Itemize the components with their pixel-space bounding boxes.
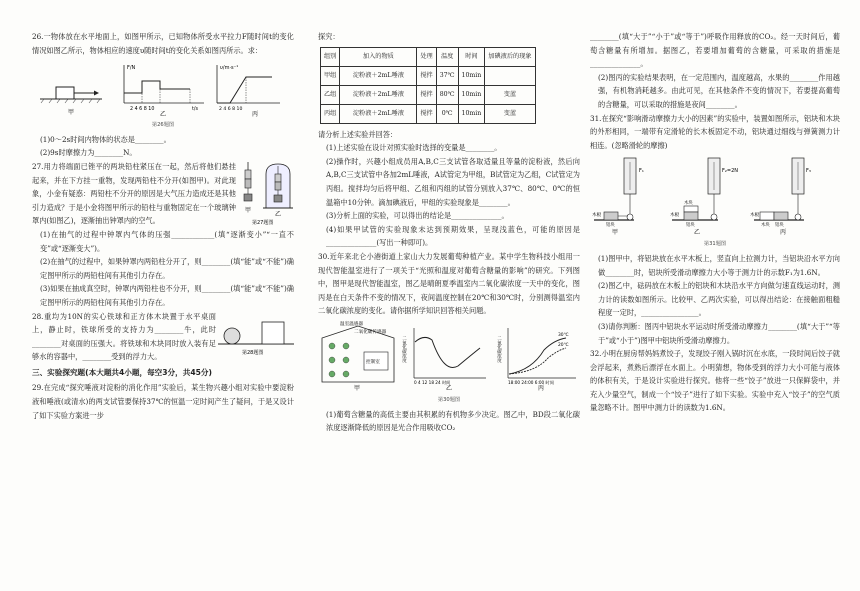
table-cell: 搅拌 xyxy=(417,66,436,85)
q29-stem: 29.在完成“探究唾液对淀粉的消化作用”实验后，某生物兴趣小组对实验中要淀粉液和唾液(或清水)的两支试管要保持37℃的恒温一定时间产生了疑问，于是又设计了如下实验方案进一步 xyxy=(32,383,294,420)
q26-fig-yi-ticks: 2 4 6 8 10 xyxy=(130,107,155,113)
q30-fig-jia-label: 甲 xyxy=(354,384,361,392)
q26-caption: 第26题图 xyxy=(151,122,175,129)
table-cell: 10min xyxy=(458,104,485,123)
q31-wood-yi: 木块 xyxy=(684,201,693,207)
q29-ask: 请分析上述实验并回答： xyxy=(318,129,398,139)
q30-fig-bing-label: 丙 xyxy=(538,384,545,392)
table-row xyxy=(321,104,536,123)
q26-figure xyxy=(32,59,282,117)
table-cell: 变蓝 xyxy=(485,104,535,123)
plant-icons xyxy=(329,343,349,377)
q31-wood-bing: 木块 xyxy=(761,223,770,229)
q31-fig-jia xyxy=(592,158,644,236)
q30-figure xyxy=(318,320,580,392)
q26-part2: (2)9s时摩擦力为________N。 xyxy=(40,148,137,158)
q26-part1: (1)0～2s时间内物体的状态是________。 xyxy=(40,134,171,144)
q27-part1: (1)在抽气的过程中钟罩内气体的压强____________(填“逐渐变小”“一直不变”或“逐渐变大”)。 xyxy=(40,229,294,253)
table-cell: 变蓝 xyxy=(485,85,535,104)
table-header: 温度 xyxy=(436,47,458,66)
q26-fig-bing-label: 丙 xyxy=(252,111,259,118)
q30-part2: (2)图丙的实验结果表明，在一定范围内，温度越高，水果的________作用越强，有机物消耗越多。由此可见，在其他条件不变的情况下，若要提高葡萄的含糖量，可以采取的措施是夜间________。 xyxy=(598,72,840,109)
q30-yi-axis: 二氧化碳浓度 xyxy=(401,335,407,363)
q31-f3: F₃ xyxy=(806,168,811,175)
q30-fig-bing xyxy=(497,328,577,392)
q31-al-jia: 铝块 xyxy=(606,223,615,229)
q26-fig-jia-label: 甲 xyxy=(68,109,75,117)
q26-fig-yi-taxis: t/s xyxy=(192,107,198,113)
q27-block xyxy=(32,160,294,228)
q29-part4: (4)如果甲试管的实验现象未达到预期效果，呈现浅蓝色，可能的原因是______________(写出一种即可)。 xyxy=(326,224,580,248)
q26-fig-bing xyxy=(217,65,280,117)
q31-figure xyxy=(590,154,840,236)
q31-board-yi: 木板 xyxy=(670,213,680,219)
q31-al-yi: 铝块 xyxy=(686,223,695,229)
q31-caption: 第31题图 xyxy=(703,241,727,248)
q31-fig-jia-label: 甲 xyxy=(612,229,619,237)
q31-fig-yi-label: 乙 xyxy=(694,229,701,237)
q30-cont1: ________(填“大于”“小于”或“等于”)呼吸作用释放的CO₂。经一天时间后，葡萄含糖量有所增加。据图乙，若要增加葡萄的含糖量，可采取的措施是______________。 xyxy=(590,32,840,69)
q26-stem: 26.一物体放在水平地面上，如图甲所示，已知物体所受水平拉力F随时间t的变化情况如图乙所示，物体相应的速度υ随时间t的变化关系如图丙所示。求： xyxy=(32,32,294,55)
q26-fig-yi-axis: F/N xyxy=(127,65,136,72)
table-header: 处理 xyxy=(417,47,436,66)
q30-sensor2: 二氧化碳传感器 xyxy=(354,329,387,335)
q30-t20: 20℃ xyxy=(558,342,569,348)
q29-part2: (2)操作时，兴趣小组成员用A,B,C三支试管各取适量且等量的淀粉液，然后向A,B,C三支试管中各加2mL唾液，A试管定为甲组，B试管定为乙组，C试管定为丙组。搅拌均匀后将甲组、乙组和丙组的试管分别放入37℃、80℃、0℃的恒温箱中10分钟。滴加碘液后，甲组的实验现象是________。 xyxy=(326,156,580,207)
table-cell xyxy=(485,66,535,85)
column-right xyxy=(590,30,840,415)
table-cell: 搅拌 xyxy=(417,104,436,123)
q27-fig-jia: 甲 xyxy=(245,206,252,214)
q31-f2: F₂=2N xyxy=(722,168,738,175)
table-cell: 搅拌 xyxy=(417,85,436,104)
q30-fig-yi-label: 乙 xyxy=(446,384,453,392)
q27-fig-yi: 乙 xyxy=(275,210,282,218)
q26-fig-bing-ticks: 2 4 6 8 10 xyxy=(219,107,243,113)
table-cell: 乙组 xyxy=(321,85,340,104)
q30-bing-ticks: 18:00 24:00 6:00 时间 xyxy=(508,379,554,385)
q26-fig-jia xyxy=(40,87,102,116)
q31-part1: (1)图甲中，将铝块放在水平木板上，竖直向上拉测力计，当铝块沿水平方向做________时，铝块所受滑动摩擦力大小等于测力计的示数F₁为1.6N。 xyxy=(598,253,840,277)
table-header-row xyxy=(321,47,536,66)
table-row xyxy=(321,66,536,85)
q30-yi-ticks: 0 4 12 18 24 时间 xyxy=(414,379,451,385)
q30-t30: 30℃ xyxy=(558,332,569,338)
q30-sensor1: 温室温感器 xyxy=(340,321,363,327)
table-header: 组别 xyxy=(321,47,340,66)
q27-part3: (3)如果在抽成真空时，钟罩内两铅柱也不分开，则________(填“能”或“不能”)确定图甲所示的两铅柱间有其他引力存在。 xyxy=(40,284,294,307)
table-header: 加碘液后的现象 xyxy=(485,47,535,66)
q28-figure xyxy=(218,316,294,358)
q32-stem: 32.小明在厨房帮妈妈煮饺子，发现饺子刚入锅时沉在水底，一段时间后饺子就会浮起来，煮熟后漂浮在水面上。小明猜想，物体受到的浮力大小可能与液体的体积有关，于是设计实验进行探究。他将一些“饺子”放进一只保鲜袋中，并充入少量空气，制成一个“饺子”进行了如下实验。实验中充入“饺子”的空气质量忽略不计。图甲中测力计的读数为1.6N。 xyxy=(590,349,840,413)
table-cell: 淀粉液＋2mL唾液 xyxy=(340,104,417,123)
table-row xyxy=(321,85,536,104)
q28-stem: 28.重均为10N的实心铁球和正方体木块置于水平桌面上，静止时，铁球所受的支持力为________牛，此时________对桌面的压强大。将铁球和木块同时放入装有足够水的容器中，________受到的浮力大。 xyxy=(32,311,216,362)
q26-fig-bing-axis: υ/m·s⁻¹ xyxy=(220,65,239,72)
q31-fig-yi xyxy=(670,158,738,236)
q29-part1: (1)上述实验在设计对照实验时选择的变量是________。 xyxy=(326,143,502,153)
q31-f1: F₁ xyxy=(639,168,644,175)
table-cell: 甲组 xyxy=(321,66,340,85)
table-cell: 10min xyxy=(458,66,485,85)
q31-al-bing: 铝块 xyxy=(775,223,784,229)
q27-figure xyxy=(238,160,294,226)
q31-stem: 31.在探究“影响滑动摩擦力大小的因素”的实验中，装置如图所示，铝块和木块的外形相同，一端带有定滑轮的长木板固定不动，铝块通过细线与弹簧测力计相连。(忽略滑轮的摩擦) xyxy=(590,113,840,150)
table-cell: 0℃ xyxy=(436,104,458,123)
q31-part3: (3)请你判断：图丙中铝块水平运动时所受滑动摩擦力________(填“大于”“等于”或“小于”)图甲中铝块所受滑动摩擦力。 xyxy=(598,321,840,345)
table-cell: 37℃ xyxy=(436,66,458,85)
q30-control: 控制室 xyxy=(366,359,380,365)
q27-fig-caption: 第27题图 xyxy=(252,219,274,226)
q31-fig-bing-label: 丙 xyxy=(780,229,787,237)
q30-stem: 30.近年来北仑小港街道上家山大力发展葡萄种植产业。某中学生物科技小组用一现代智能温室进行了一项关于“光照和温度对葡萄含糖量的影响”的研究。下列图中，图甲是现代智能温室，图乙是晴朗夏季温室内二氧化碳浓度一天中的变化，图丙是在白天条件不变的情况下，夜间温度控制在20℃和30℃时，分别测得温室内二氧化碳浓度的变化。请你据所学知识回答相关问题。 xyxy=(318,251,580,316)
q30-caption: 第30题图 xyxy=(437,396,461,403)
table-cell: 淀粉液＋2mL唾液 xyxy=(340,85,417,104)
q26-fig-yi xyxy=(124,65,204,117)
q29-intro: 探究： xyxy=(318,32,340,41)
q31-board-bing: 木板 xyxy=(750,213,760,219)
table-header: 加入的物质 xyxy=(340,47,417,66)
q30-bing-axis: 二氧化碳浓度 xyxy=(496,335,502,363)
q31-part2: (2)图乙中，砝码放在木板上的铝块和木块沿水平方向做匀速直线运动时，测力计的读数如图所示。比较甲、乙两次实验，可以得出结论：在接触面粗糙程度一定时，________________。 xyxy=(598,281,840,318)
q31-board-jia: 木板 xyxy=(592,213,602,219)
table-cell: 10min xyxy=(458,85,485,104)
q26-fig-yi-label: 乙 xyxy=(160,111,167,118)
table-cell: 80℃ xyxy=(436,85,458,104)
table-header: 时间 xyxy=(458,47,485,66)
q29-table xyxy=(320,47,536,124)
column-middle xyxy=(318,30,580,435)
q27-part2: (2)在抽气的过程中，如果钟罩内两铅柱分开了，则________(填“能”或“不能”)确定图甲所示的两铅柱间有其他引力存在。 xyxy=(40,257,294,280)
table-cell: 丙组 xyxy=(321,104,340,123)
q30-fig-jia xyxy=(322,320,394,392)
q30-fig-yi xyxy=(402,328,487,392)
q27-stem: 27.用力将端面已锉平的两块铅柱紧压在一起，然后将他们悬挂起来，并在下方挂一重物，发现两铅柱不分开(如图甲)。对此现象，小金有疑惑：两铅柱不分开的原因是大气压力造成还是其他引力造成？于是小金将图甲所示的铅柱与重物固定在一个玻璃钟罩内(如图乙)，逐渐抽出钟罩内的空气。 xyxy=(32,161,236,226)
q30-part1: (1)葡萄含糖量的高低主要由其积累的有机物多少决定。图乙中，BD段二氧化碳浓度逐渐降低的原因是光合作用吸收CO₂ xyxy=(326,409,580,433)
q28-block xyxy=(32,310,294,364)
section-heading-experiments: 三、实验探究题(本大题共4小题，每空3分，共45分) xyxy=(32,367,212,377)
q29-part3: (3)分析上面的实验，可以得出的结论是______________。 xyxy=(326,211,509,221)
column-left xyxy=(32,30,294,422)
q31-fig-bing xyxy=(750,158,811,236)
q28-caption: 第28题图 xyxy=(242,349,264,356)
table-cell: 淀粉液＋2mL唾液 xyxy=(340,66,417,85)
